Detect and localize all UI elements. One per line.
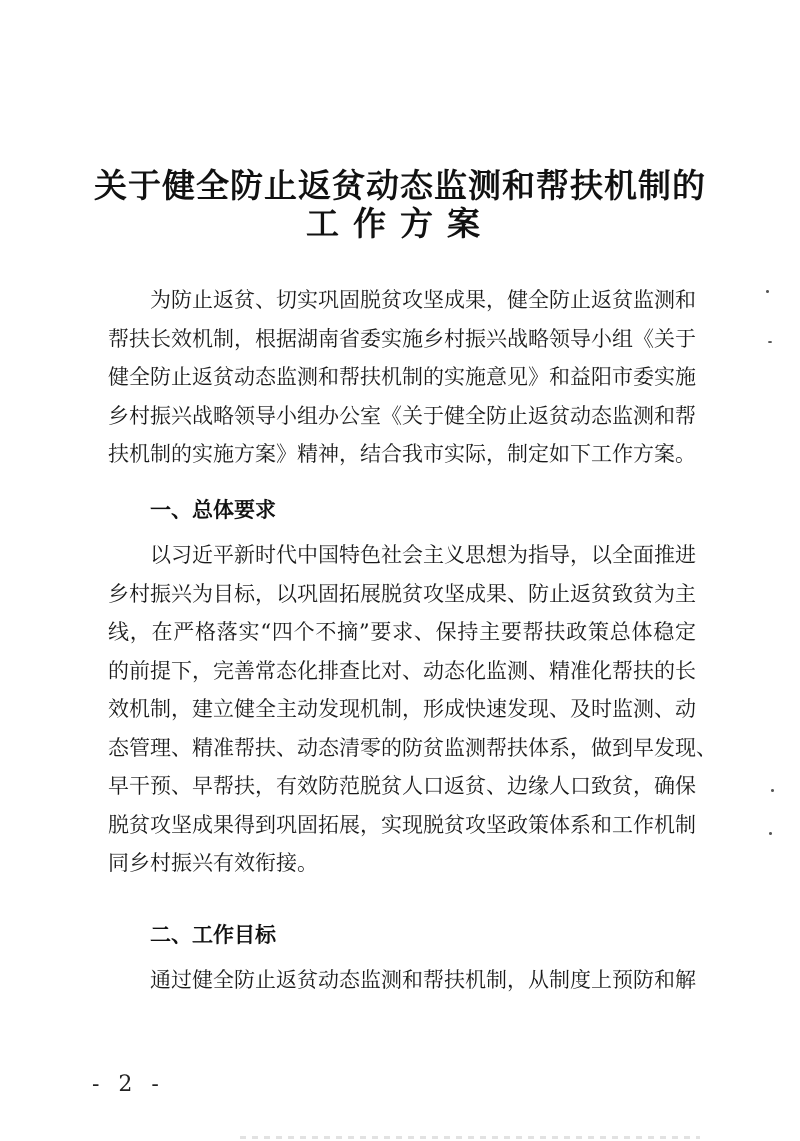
paragraph-line: 态管理、精准帮扶、动态清零的防贫监测帮扶体系，做到早发现、 (108, 735, 717, 760)
paragraph-line: 线，在严格落实“四个不摘”要求、保持主要帮扶政策总体稳定 (108, 620, 696, 644)
paragraph-line: 同乡村振兴有效衔接。 (108, 851, 318, 875)
scan-speck (771, 789, 774, 792)
paragraph-line: 效机制，建立健全主动发现机制，形成快速发现、及时监测、动 (108, 697, 696, 721)
paragraph-line: 脱贫攻坚成果得到巩固拓展，实现脱贫攻坚政策体系和工作机制 (108, 812, 696, 837)
section-heading-work-goals: 二、工作目标 (150, 923, 276, 947)
paragraph-line: 乡村振兴战略领导小组办公室《关于健全防止返贫动态监测和帮 (108, 403, 696, 428)
document-title-line-2: 工作方案 (306, 204, 494, 243)
paragraph-line: 帮扶长效机制，根据湖南省委实施乡村振兴战略领导小组《关于 (108, 326, 696, 351)
paragraph-line: 早干预、早帮扶，有效防范脱贫人口返贫、边缘人口致贫，确保 (108, 774, 696, 798)
scan-speck (769, 832, 772, 835)
page-number: - 2 - (92, 1072, 165, 1097)
paragraph-line: 为防止返贫、切实巩固脱贫攻坚成果，健全防止返贫监测和 (150, 288, 696, 312)
general-requirements-paragraph (108, 536, 717, 883)
work-goals-paragraph (108, 961, 696, 1000)
intro-paragraph (108, 281, 696, 474)
paragraph-line: 扶机制的实施方案》精神，结合我市实际，制定如下工作方案。 (108, 442, 696, 466)
document-title-line-1: 关于健全防止返贫动态监测和帮扶机制的 (94, 166, 706, 205)
paragraph-line: 健全防止返贫动态监测和帮扶机制的实施意见》和益阳市委实施 (108, 365, 696, 389)
section-heading-general-requirements: 一、总体要求 (150, 498, 276, 522)
paragraph-line: 通过健全防止返贫动态监测和帮扶机制，从制度上预防和解 (150, 968, 696, 992)
scan-edge-artifact (240, 1136, 700, 1139)
paragraph-line: 以习近平新时代中国特色社会主义思想为指导，以全面推进 (150, 543, 696, 567)
scan-speck (766, 290, 769, 293)
paragraph-line: 的前提下，完善常态化排查比对、动态化监测、精准化帮扶的长 (108, 658, 696, 683)
scan-speck (768, 341, 772, 343)
paragraph-line: 乡村振兴为目标，以巩固拓展脱贫攻坚成果、防止返贫致贫为主 (108, 581, 696, 606)
